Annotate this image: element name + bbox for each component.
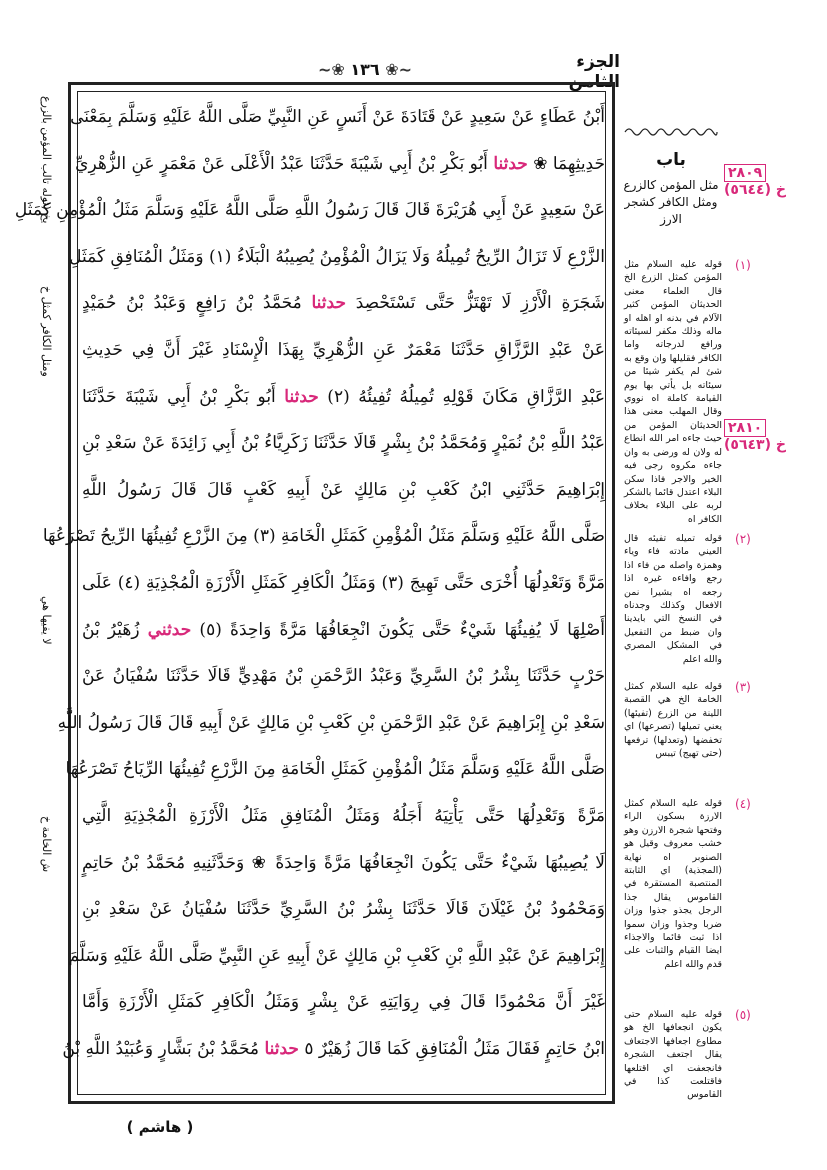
text-line: [82, 979, 605, 1026]
ornament-left: ~❀: [317, 60, 345, 79]
text-line: [14, 187, 605, 234]
bukhari-ref: خ (٥٦٤٣): [724, 437, 786, 453]
footnote-number: (٢): [735, 532, 751, 546]
chapter-title: مثل المؤمن كالزرع ومثل الكافر كشجر الارز: [623, 178, 719, 226]
text-line: [70, 94, 605, 141]
margin-note: يخ (توله تالب المؤمن بالزرع: [40, 96, 53, 224]
text-line: [82, 653, 605, 700]
juz-label: الجزء الثامن: [568, 52, 620, 92]
text-line: [75, 141, 605, 188]
text-span: أَبُو بَكْرِ بْنُ أَبِي شَيْبَةَ حَدَّثَنَا عَبْدُ الْأَعْلَى عَنْ مَعْمَرٍ عَنِ الزُّهْرِيِّ: [75, 153, 494, 174]
hadith-number: [724, 165, 816, 199]
text-line: [57, 700, 605, 747]
text-line: [82, 560, 605, 607]
text-span: إِبْرَاهِيمَ عَنْ عَبْدِ اللَّهِ بْنِ كَعْبِ بْنِ مَالِكٍ عَنْ أَبِيهِ عَنِ النَّبِيِّ صَلَّى اللَّهُ عَلَيْهِ وَسَلَّمَ: [68, 945, 605, 966]
text-span: مَرَّةً وَتَعْدِلُهَا أُخْرَى حَتَّى تَهِيجَ (٣) وَمَثَلُ الْكَافِرِ كَمَثَلِ الْأَرْزَةِ الْمُجْذِيَةِ (٤) عَلَى: [82, 572, 605, 593]
text-span: إِبْرَاهِيمَ حَدَّثَنِي ابْنُ كَعْبِ بْنِ مَالِكٍ عَنْ أَبِيهِ كَعْبٍ قَالَ قَالَ رَسُولُ اللَّهِ: [82, 479, 605, 500]
footnote: قوله عليه السلام مثل المؤمن كمثل الزرع الخ قال العلماء معنى الحديثان المؤمن كثير الآلام في بدنه او اهله او ماله وذلك مكفر لسيئاته ورافع لدرجاته واما الكافر فقليلها وان وقع به شئ لم يكفر شيئا من سيئاته بل يأتي بها يوم القيامة كاملة اه نووي وقال المهلب معنى هذا الحديثان المؤمن من حيث جاءه امر الله انطاع له ولان له ورضى به وان جاءه مكروه رجى فيه الخير والاجر فاذا سكن البلاء اعتدل قائما بالشكر لربه على البلاء بخلاف الكافر اه: [624, 259, 722, 525]
text-span: غَيْرَ أَنَّ مَحْمُودًا قَالَ فِي رِوَايَتِهِ عَنْ بِشْرٍ وَمَثَلُ الْكَافِرِ كَمَثَلِ الْأَرْزَةِ وَأَمَّا: [82, 992, 605, 1013]
text-span: ابْنُ حَاتِمٍ فَقَالَ مَثَلُ الْمُنَافِقِ كَمَا قَالَ زُهَيْرٌ ٥: [298, 1038, 605, 1059]
footnote-number: (١): [735, 258, 751, 272]
footnote-number: (٤): [735, 797, 751, 811]
text-span: وَمَحْمُودُ بْنُ غَيْلَانَ قَالَا حَدَّثَنَا بِشْرُ بْنُ السَّرِيِّ حَدَّثَنَا سُفْيَانُ عَنْ سَعْدِ بْنِ: [82, 899, 605, 920]
text-span: حَدِيثِهِمَا ❀: [527, 153, 605, 174]
hadith-number-value: ٢٨٠٩: [724, 164, 766, 182]
text-span: عَنْ عَبْدِ الرَّزَّاقِ حَدَّثَنَا مَعْمَرٌ عَنِ الزُّهْرِيِّ بِهَذَا الْإِسْنَادِ غَيْرَ أَنَّ فِي حَدِيثِ: [82, 339, 605, 360]
text-line: [65, 746, 605, 793]
hadith-number-value: ٢٨١٠: [724, 419, 766, 437]
text-span: الزَّرْعِ لَا تَزَالُ الرِّيحُ تُمِيلُهُ وَلَا يَزَالُ الْمُؤْمِنُ يُصِيبُهُ الْبَلَاءُ (١) وَمَثَلُ الْمُنَافِقِ كَمَثَلِ: [69, 246, 605, 267]
margin-note: لا يفيها هي: [40, 596, 53, 645]
text-span: حَرْبٍ حَدَّثَنَا بِشْرُ بْنُ السَّرِيِّ وَعَبْدُ الرَّحْمَنِ بْنُ مَهْدِيٍّ قَالَا حَدَّثَنَا سُفْيَانُ عَنْ: [82, 666, 605, 687]
wavy-divider: [625, 126, 717, 138]
text-span: أَبُو بَكْرِ بْنُ أَبِي شَيْبَةَ حَدَّثَنَا: [82, 386, 285, 407]
footnote: قوله عليه السلام حتى يكون انجعافها الخ هو مطاوع اجعافها الاجتعاف يقال اجتعف الشجرة فانجعفت اي اقتلعها فاقتلعت كذا في القاموس: [624, 1009, 722, 1101]
chapter-heading: باب: [656, 150, 686, 170]
footnote: قوله عليه السلام كمثل الخامة الخ هي القصبة اللينة من الزرع (تفيئها) يعني تميلها (تصرعها) اي تخفضها (وتعدلها) ترفعها (حتى تهيج) تيبس: [624, 681, 722, 760]
text-span: عَبْدُ اللَّهِ بْنُ نُمَيْرٍ وَمُحَمَّدُ بْنُ بِشْرٍ قَالَا حَدَّثَنَا زَكَرِيَّاءُ بْنُ أَبِي زَائِدَةَ عَنْ سَعْدِ بْنِ: [82, 433, 605, 454]
margin-note: ش الخامة خ: [40, 816, 53, 873]
hadith-number: [724, 420, 816, 454]
text-line: [69, 234, 605, 281]
hadith-marker: حدثنا: [311, 293, 346, 314]
text-line: [82, 607, 605, 654]
text-span: سَعْدِ بْنِ إِبْرَاهِيمَ عَنْ عَبْدِ الرَّحْمَنِ بْنِ كَعْبِ بْنِ مَالِكٍ عَنْ أَبِيهِ قَالَ قَالَ رَسُولُ اللَّهِ: [57, 712, 605, 733]
footnote: قوله تميله تفيئه قال العيني مادته فاء وياء وهمزة واصله من فاء اذا رجع وافاءه غيره اذا رجعه اه بشيرا نمن الافعال وكذلك وجدناه في النسخ التي بايدينا وان ضبط من التفعيل في المشكل المصري والله اعلم: [624, 533, 722, 665]
hadith-marker: حدثنا: [284, 386, 319, 407]
text-span: لَا يُصِيبُهَا شَيْءٌ حَتَّى يَكُونَ انْجِعَافُهَا مَرَّةً وَاحِدَةً ❀ وَحَدَّثَنِيهِ مُحَمَّدُ بْنُ حَاتِمٍ: [82, 852, 605, 873]
text-span: عَنْ سَعِيدٍ عَنْ أَبِي هُرَيْرَةَ قَالَ قَالَ رَسُولُ اللَّهِ صَلَّى اللَّهُ عَلَيْهِ وَسَلَّمَ مَثَلُ الْمُؤْمِنِ كَمَثَلِ: [14, 200, 605, 221]
text-span: عَبْدِ الرَّزَّاقِ مَكَانَ قَوْلِهِ تُمِيلُهُ تُفِيئُهُ (٢): [318, 386, 605, 407]
text-line: [68, 933, 605, 980]
hadith-marker: حدثنا: [493, 153, 528, 174]
page-number-value: ١٣٦: [350, 60, 380, 79]
text-span: أَبْنُ عَطَاءٍ عَنْ سَعِيدٍ عَنْ قَتَادَةَ عَنْ أَنَسٍ عَنِ النَّبِيِّ صَلَّى اللَّهُ عَلَيْهِ وَسَلَّمَ بِمَعْنَى: [70, 107, 605, 127]
footer-name: ( هاشم ): [126, 1118, 194, 1136]
page-number: [300, 60, 430, 79]
text-line: [82, 467, 605, 514]
text-line: [82, 280, 605, 327]
text-span: شَجَرَةِ الْأَرْزِ لَا تَهْتَزُّ حَتَّى تَسْتَحْصِدَ: [345, 293, 605, 314]
text-line: [82, 374, 605, 421]
text-line: [82, 327, 605, 374]
bukhari-ref: خ (٥٦٤٤): [724, 182, 786, 198]
text-span: أَصْلِهَا لَا يُفِيئُهَا شَيْءٌ حَتَّى يَكُونَ انْجِعَافُهَا مَرَّةً وَاحِدَةً (٥): [191, 619, 605, 640]
text-span: مُحَمَّدُ بْنُ رَافِعٍ وَعَبْدُ بْنُ حُمَيْدٍ: [82, 293, 312, 314]
text-line: [82, 886, 605, 933]
hadith-marker: حدثني: [147, 619, 192, 640]
hadith-marker: حدثنا: [264, 1038, 299, 1059]
footnote: قوله عليه السلام كمثل الارزة بسكون الراء وفتحها شجرة الارزن وهو خشب معروف وقيل هو الصنوبر اه نهاية (المجذية) اي الثابتة المنتصبة المستقرة في القاموس يقال جذا الرجل يجذو جذوا وزان ضربا وجذوا وزان سموا اذا ثبت قائما والاجذاء ايضا القيام والثبات على قدم والله اعلم: [624, 798, 722, 970]
left-margin-notes: [25, 96, 53, 1076]
footnote-number: (٥): [735, 1008, 751, 1022]
text-span: مُحَمَّدُ بْنُ بَشَّارٍ وَعُبَيْدُ اللَّهِ بْنُ: [62, 1038, 265, 1059]
text-span: زُهَيْرُ بْنُ: [82, 619, 148, 640]
text-line: [82, 840, 605, 887]
text-line: [82, 793, 605, 840]
ornament-right: ❀~: [385, 60, 413, 79]
text-span: صَلَّى اللَّهُ عَلَيْهِ وَسَلَّمَ مَثَلُ الْمُؤْمِنِ كَمَثَلِ الْخَامَةِ مِنَ الزَّرْعِ تُفِيئُهَا الرِّيَاحُ تَصْرَعُهَا: [65, 759, 605, 780]
margin-note: ومثل الكافر كمثل خ: [40, 286, 53, 377]
text-line: [82, 420, 605, 467]
text-line: [62, 1026, 605, 1073]
footnote-number: (٣): [735, 680, 751, 694]
text-line: [42, 513, 605, 560]
text-span: صَلَّى اللَّهُ عَلَيْهِ وَسَلَّمَ مَثَلُ الْمُؤْمِنِ كَمَثَلِ الْخَامَةِ (٣) مِنَ الزَّرْعِ تُفِيئُهَا الرِّيحُ تَصْرَعُهَا: [42, 526, 605, 547]
text-span: مَرَّةً وَتَعْدِلُهَا حَتَّى يَأْتِيَهُ أَجَلُهُ وَمَثَلُ الْمُنَافِقِ مَثَلُ الْأَرْزَةِ الْمُجْذِيَةِ الَّتِي: [82, 805, 605, 826]
